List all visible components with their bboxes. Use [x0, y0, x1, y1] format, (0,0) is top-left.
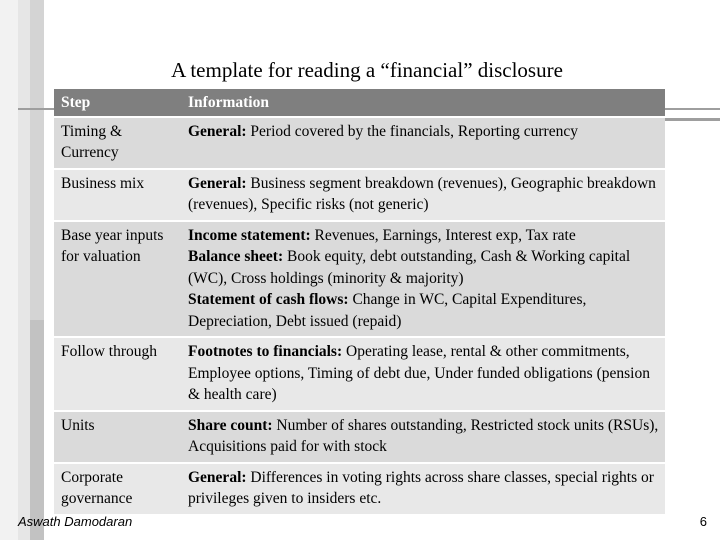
column-header-step: Step	[54, 89, 181, 117]
information-label: General:	[188, 122, 247, 140]
information-text: Differences in voting rights across share classes, special rights or privileges given to insiders etc.	[188, 468, 654, 507]
slide-title: A template for reading a “financial” disclosure	[171, 58, 563, 82]
information-cell	[181, 411, 665, 463]
page-number: 6	[699, 514, 707, 529]
information-line	[188, 173, 659, 216]
information-label: General:	[188, 174, 247, 192]
table-row	[54, 337, 665, 411]
information-text: Business segment breakdown (revenues), Geographic breakdown (revenues), Specific risks (not generic)	[188, 174, 656, 213]
information-line	[188, 246, 659, 289]
information-text: Number of shares outstanding, Restricted stock units (RSUs), Acquisitions paid for with stock	[188, 416, 659, 455]
decorative-rule	[665, 118, 720, 121]
information-line	[188, 289, 659, 332]
table-row	[54, 169, 665, 221]
table-header-row	[54, 89, 665, 117]
information-cell	[181, 117, 665, 169]
decorative-bar	[30, 320, 44, 540]
column-header-information: Information	[181, 89, 665, 117]
information-label: General:	[188, 468, 247, 486]
information-cell	[181, 169, 665, 221]
information-text: Operating lease, rental & other commitments, Employee options, Timing of debt due, Under funded obligations (pension & health care)	[188, 343, 650, 403]
disclosure-table	[54, 89, 665, 516]
table-row	[54, 411, 665, 463]
table-row	[54, 117, 665, 169]
information-text: Revenues, Earnings, Interest exp, Tax rate	[310, 226, 576, 244]
step-cell: Follow through	[54, 337, 181, 411]
step-cell: Timing & Currency	[54, 117, 181, 169]
information-text: Period covered by the financials, Reporting currency	[246, 122, 578, 140]
table-row	[54, 463, 665, 515]
information-line	[188, 341, 659, 406]
information-cell	[181, 463, 665, 515]
information-label: Share count:	[188, 416, 273, 434]
information-label: Footnotes to financials:	[188, 343, 343, 360]
table-row	[54, 221, 665, 338]
information-line	[188, 467, 659, 510]
footer-author: Aswath Damodaran	[18, 514, 133, 529]
information-line	[188, 415, 659, 458]
information-label: Statement of cash flows:	[188, 291, 349, 308]
decorative-bar	[30, 0, 44, 320]
step-cell: Base year inputs for valuation	[54, 221, 181, 338]
information-label: Balance sheet:	[188, 248, 284, 265]
table-body	[54, 117, 665, 515]
information-label: Income statement:	[188, 226, 311, 244]
step-cell: Units	[54, 411, 181, 463]
step-cell: Business mix	[54, 169, 181, 221]
information-cell	[181, 221, 665, 338]
information-text: Change in WC, Capital Expenditures, Depreciation, Debt issued (repaid)	[188, 291, 587, 330]
step-cell: Corporate governance	[54, 463, 181, 515]
information-text: Book equity, debt outstanding, Cash & Working capital (WC), Cross holdings (minority & majority)	[188, 248, 631, 287]
information-cell	[181, 337, 665, 411]
information-line	[188, 225, 659, 247]
information-line	[188, 121, 659, 143]
